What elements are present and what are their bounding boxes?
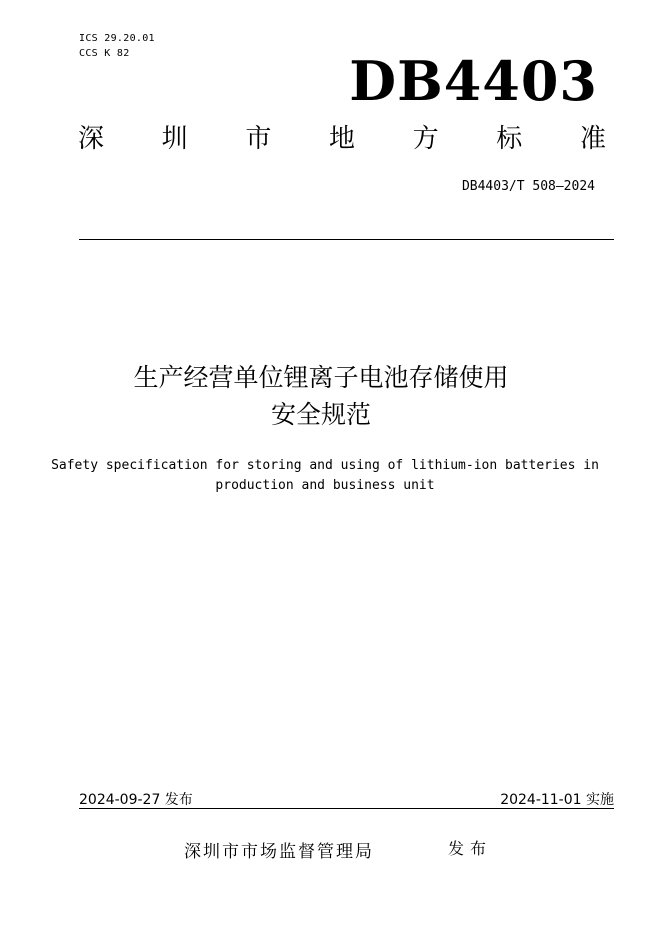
standard-type-char: 圳 (161, 124, 188, 154)
title-cn-line1: 生产经营单位锂离子电池存储使用 (133, 363, 509, 392)
publish-date: 2024-09-27 发布 (79, 792, 193, 808)
title-en-line1: Safety specification for storing and using of lithium-ion batteries in (51, 458, 599, 473)
standard-type-char: 标 (496, 124, 523, 154)
standard-type-title (78, 126, 606, 152)
standard-type-char: 准 (579, 124, 606, 154)
title-cn-line2: 安全规范 (270, 400, 371, 429)
standard-type-char: 市 (245, 124, 272, 154)
implement-date: 2024-11-01 实施 (500, 792, 614, 808)
standard-type-char: 地 (328, 124, 355, 154)
standard-code-heading: DB4403 (349, 49, 598, 113)
title-en-line2: production and business unit (215, 478, 435, 493)
ccs-code: CCS K 82 (79, 48, 130, 59)
top-divider (79, 239, 614, 240)
standard-number: DB4403/T 508—2024 (461, 179, 595, 194)
issuer-name: 深圳市市场监督管理局 (184, 842, 374, 862)
bottom-divider (79, 808, 614, 809)
standard-type-char: 方 (412, 124, 439, 154)
standard-type-char: 深 (78, 124, 105, 154)
issue-label: 发布 (448, 839, 493, 858)
ics-code: ICS 29.20.01 (79, 33, 155, 44)
